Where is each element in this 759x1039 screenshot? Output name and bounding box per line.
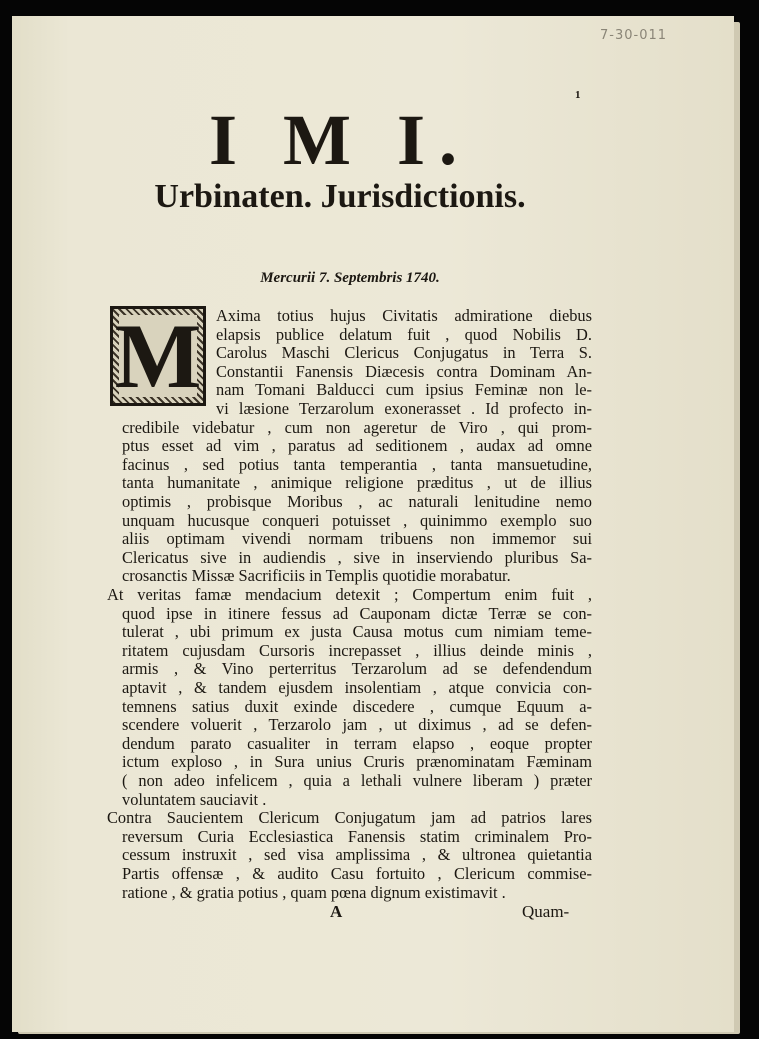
page-number: 1 [575, 89, 581, 101]
drop-cap-letter: M [114, 305, 202, 407]
text-line: ritatem cujusdam Cursoris increpasset , illius deinde minis , [122, 640, 592, 660]
text-line: unquam hucusque conqueri potuisset , quinimmo exemplo suo [122, 510, 592, 530]
handwritten-archive-number: 7-30-011 [600, 28, 668, 43]
text-line: quod ipse in itinere fessus ad Cauponam dictæ Terræ se con- [122, 603, 592, 623]
text-line: credibile videbatur , cum non ageretur de Viro , qui prom- [122, 417, 592, 437]
text-line: armis , & Vino perterritus Terzarolum ad se defendendum [122, 659, 592, 679]
text-line: dendum parato casualiter in terram elapso , eoque propter [122, 733, 592, 753]
catchword: Quam- [522, 902, 570, 921]
text-line: ratione , & gratia potius , quam pœna dignum existimavit . [122, 882, 506, 902]
text-line: voluntatem sauciavit . [122, 789, 267, 809]
text-line: cessum instruxit , sed visa amplissima , & ultronea quietantia [122, 845, 592, 865]
text-line: Constantii Fanensis Diæcesis contra Dominam An- [216, 361, 592, 381]
text-line: Clericatus sive in audiendis , sive in inserviendo pluribus Sa- [122, 547, 592, 567]
text-line: scendere voluerit , Terzarolo jam , ut diximus , ad se defen- [122, 715, 592, 735]
text-line: At veritas famæ mendacium detexit ; Compertum enim fuit , [107, 585, 592, 604]
text-line: Carolus Maschi Clericus Conjugatus in Terra S. [216, 343, 592, 363]
text-line: tanta humanitate , animique religione præditus , ut de illius [122, 473, 592, 493]
text-line: aliis optimam vivendi normam tribuens non immemor sui [122, 529, 592, 549]
text-line: ptus esset ad vim , paratus ad seditionem , audax ad omne [122, 436, 592, 456]
document-title: I M I. [209, 100, 471, 180]
text-line: vi læsione Terzarolum exonerasset . Id profecto in- [216, 399, 592, 418]
text-line: aptavit , & tandem ejusdem insolentiam , atque convicia con- [122, 678, 592, 697]
text-line: ictum exploso , in Sura unius Cruris prænominatam Fæminam [122, 752, 592, 772]
signature-mark: A [330, 902, 343, 921]
document-subtitle: Urbinaten. Jurisdictionis. [154, 178, 526, 215]
text-line: Contra Saucientem Clericum Conjugatum jam ad patrios lares [107, 808, 592, 828]
text-line: optimis , probisque Moribus , ac naturali lenitudine nemo [122, 492, 592, 511]
text-line: tulerat , ubi primum ex justa Causa motus cum nimiam teme- [122, 622, 592, 642]
text-line: crosanctis Missæ Sacrificiis in Templis quotidie morabatur. [122, 566, 511, 586]
document-date: Mercurii 7. Septembris 1740. [260, 270, 440, 286]
text-line: reversum Curia Ecclesiastica Fanensis statim criminalem Pro- [122, 826, 592, 846]
text-line: elapsis publice delatum fuit , quod Nobilis D. [216, 324, 592, 344]
text-line: ( non adeo infelicem , quia a lethali vulnere liberam ) præter [122, 771, 592, 790]
text-line: nam Tomani Balducci cum ipsius Feminæ non le- [216, 380, 592, 400]
text-line: Axima totius hujus Civitatis admiratione diebus [216, 306, 592, 325]
text-line: Partis offensæ , & audito Casu fortuito , Clericum commise- [122, 864, 592, 883]
text-line: facinus , sed potius tanta temperantia , tanta mansuetudine, [122, 454, 592, 474]
text-line: temnens satius duxit exinde discedere , cumque Equum a- [122, 696, 592, 716]
decorated-initial [110, 306, 206, 406]
